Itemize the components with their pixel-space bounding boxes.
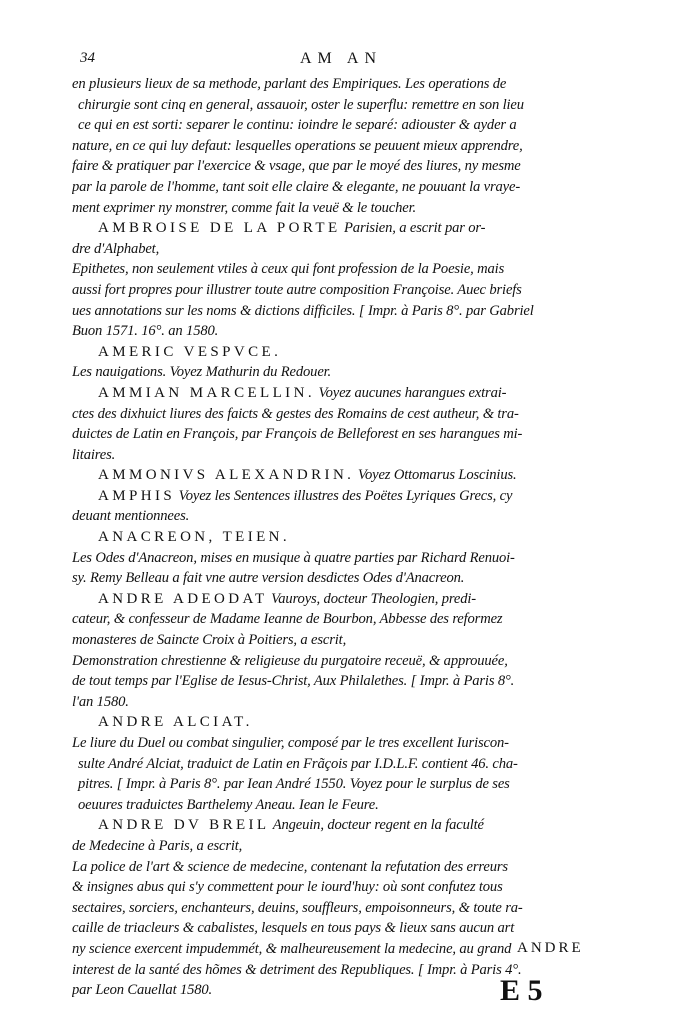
catchword: ANDRE xyxy=(517,940,584,956)
line-text: en plusieurs lieux de sa methode, parlant des Empiriques. Les operations de xyxy=(72,76,507,92)
text-line xyxy=(72,404,602,425)
text-line xyxy=(72,692,602,713)
text-line xyxy=(72,198,602,219)
text-line xyxy=(72,651,602,672)
text-line xyxy=(72,857,602,878)
line-text: cateur, & confesseur de Madame Ieanne de Bourbon, Abbesse des reformez xyxy=(72,611,503,628)
author-name: ANDRE ADEODAT xyxy=(98,590,268,607)
signature-mark: E 5 xyxy=(500,974,543,1007)
entry-heading-line xyxy=(72,342,602,363)
text-line xyxy=(72,280,602,301)
line-text: Buon 1571. 16°. an 1580. xyxy=(72,323,219,340)
text-line xyxy=(72,548,602,569)
line-text: Voyez les Sentences illustres des Poëtes Lyriques Grecs, cy xyxy=(175,487,513,504)
author-name: AMMIAN MARCELLIN. xyxy=(98,384,315,401)
line-text: ce qui en est sorti: separer le continu: ioindre le separé: adiouster & ayder a xyxy=(78,117,517,134)
line-text: ctes des dixhuict liures des faicts & gestes des Romains de cest autheur, & tra- xyxy=(72,405,519,422)
line-text: oeuures traduictes Barthelemy Aneau. Iean le Feure. xyxy=(78,796,379,813)
entry-heading-line xyxy=(72,465,602,486)
author-name: AMMONIVS ALEXANDRIN. xyxy=(98,467,355,484)
line-text: Le liure du Duel ou combat singulier, composé par le tres excellent Iuriscon- xyxy=(72,735,509,751)
line-text: par Leon Cauellat 1580. xyxy=(72,982,213,999)
text-line xyxy=(72,733,602,754)
text-line xyxy=(72,74,602,95)
text-line xyxy=(72,156,602,177)
author-name: AMBROISE DE LA PORTE xyxy=(98,220,341,237)
text-line xyxy=(72,362,602,383)
text-line xyxy=(72,424,602,445)
line-text: litaires. xyxy=(72,446,116,463)
text-line xyxy=(72,609,602,630)
author-name: ANACREON, TEIEN. xyxy=(98,529,291,546)
author-name: AMPHIS xyxy=(98,487,176,504)
line-text: sy. Remy Belleau a fait vne autre version desdictes Odes d'Anacreon. xyxy=(72,570,465,587)
line-text: interest de la santé des hõmes & detriment des Republiques. [ Impr. à Paris 4°. xyxy=(72,961,522,978)
page-number: 34 xyxy=(80,50,95,66)
line-text: La police de l'art & science de medecine, contenant la refutation des erreurs xyxy=(72,858,508,875)
line-text: faire & pratiquer par l'exercice & vsage, que par le moyé des liures, ny mesme xyxy=(72,158,521,175)
running-head: AM AN xyxy=(300,50,383,67)
entry-heading-line xyxy=(72,383,602,404)
line-text: Vauroys, docteur Theologien, predi- xyxy=(267,590,476,607)
line-text: Les nauigations. Voyez Mathurin du Redouer. xyxy=(72,364,332,381)
line-text: nature, en ce qui luy defaut: lesquelles operations se peuuent mieux apprendre, xyxy=(72,137,523,154)
line-text: pitres. [ Impr. à Paris 8°. par Iean André 1550. Voyez pour le surplus de ses xyxy=(78,776,510,793)
line-text: ment exprimer ny monstrer, comme fait la veuë & le toucher. xyxy=(72,199,417,216)
line-text: de Medecine à Paris, a escrit, xyxy=(72,837,243,854)
line-text: Parisien, a escrit par or- xyxy=(340,220,486,237)
text-line xyxy=(72,239,602,260)
text-line xyxy=(72,671,602,692)
entry-heading-line xyxy=(72,815,602,836)
text-line xyxy=(72,754,602,775)
text-block xyxy=(72,74,602,1001)
text-line xyxy=(72,630,602,651)
text-line xyxy=(72,177,602,198)
line-text: dre d'Alphabet, xyxy=(72,240,160,257)
text-line xyxy=(72,95,602,116)
line-text: ues annotations sur les noms & dictions difficiles. [ Impr. à Paris 8°. par Gabriel xyxy=(72,302,534,319)
line-text: deuant mentionnees. xyxy=(72,508,190,525)
entry-heading-line xyxy=(72,218,602,239)
text-line xyxy=(72,445,602,466)
line-text: Demonstration chrestienne & religieuse du purgatoire receuë, & approuuée, xyxy=(72,652,508,669)
text-line xyxy=(72,795,602,816)
line-text: duictes de Latin en François, par François de Belleforest en ses harangues mi- xyxy=(72,426,523,443)
line-text: Voyez aucunes harangues extrai- xyxy=(314,384,507,401)
text-line xyxy=(72,259,602,280)
line-text: de tout temps par l'Eglise de Iesus-Christ, Aux Philalethes. [ Impr. à Paris 8°. xyxy=(72,673,515,690)
line-text: Voyez Ottomarus Loscinius. xyxy=(354,467,517,484)
author-name: AMERIC VESPVCE. xyxy=(98,343,282,360)
text-line xyxy=(72,774,602,795)
text-line xyxy=(72,877,602,898)
entry-heading-line xyxy=(72,486,602,507)
line-text: monasteres de Saincte Croix à Poitiers, a escrit, xyxy=(72,632,347,649)
line-text: ny science exercent impudemmét, & malheureusement la medecine, au grand xyxy=(72,940,512,957)
text-line xyxy=(72,321,602,342)
text-line xyxy=(72,918,602,939)
text-line xyxy=(72,836,602,857)
line-text: sectaires, sorciers, enchanteurs, deuins, souffleurs, empoisonneurs, & toute ra- xyxy=(72,899,523,916)
text-line xyxy=(72,115,602,136)
line-text: chirurgie sont cinq en general, assauoir, oster le superflu: remettre en son lieu xyxy=(78,96,524,113)
author-name: ANDRE DV BREIL xyxy=(98,817,270,834)
text-line xyxy=(72,136,602,157)
line-text: par la parole de l'homme, tant soit elle claire & elegante, ne pouuant la vraye- xyxy=(72,178,521,195)
text-line xyxy=(72,506,602,527)
line-text: l'an 1580. xyxy=(72,693,129,710)
line-text: sulte André Alciat, traduict de Latin en Frãçois par I.D.L.F. contient 46. cha- xyxy=(78,755,518,772)
text-line xyxy=(72,568,602,589)
entry-heading-line xyxy=(72,527,602,548)
entry-heading-line xyxy=(72,589,602,610)
entry-heading-line xyxy=(72,712,602,733)
line-text: aussi fort propres pour illustrer toute autre composition Françoise. Auec briefs xyxy=(72,281,522,298)
line-text: Les Odes d'Anacreon, mises en musique à quatre parties par Richard Renuoi- xyxy=(72,549,515,566)
author-name: ANDRE ALCIAT. xyxy=(98,714,253,731)
line-text: Epithetes, non seulement vtiles à ceux qui font profession de la Poesie, mais xyxy=(72,261,505,278)
line-text: Angeuin, docteur regent en la faculté xyxy=(269,817,484,834)
text-line xyxy=(72,301,602,322)
line-text: & insignes abus qui s'y commettent pour le iourd'huy: où sont confutez tous xyxy=(72,879,503,896)
text-line xyxy=(72,898,602,919)
line-text: caille de triacleurs & cabalistes, lesquels en tous pays & lieux sans aucun art xyxy=(72,920,515,937)
